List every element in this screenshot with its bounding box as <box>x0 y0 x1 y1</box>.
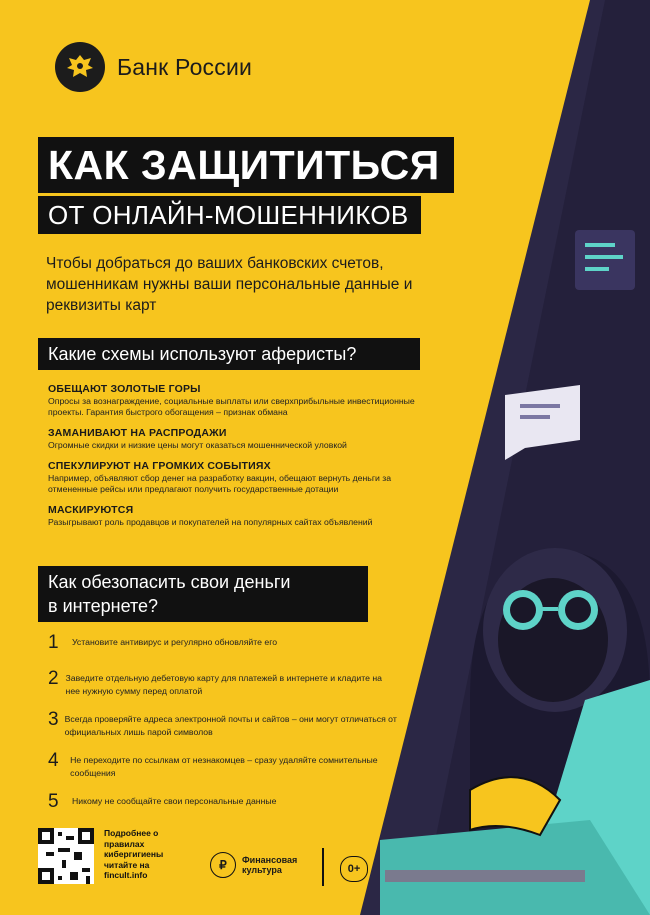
step-number: 4 <box>48 750 59 771</box>
scheme-title: МАСКИРУЮТСЯ <box>48 504 134 516</box>
scheme-title: ЗАМАНИВАЮТ НА РАСПРОДАЖИ <box>48 427 227 439</box>
step-text: Всегда проверяйте адреса электронной почты и сайтов – они могут отличаться от официальных лишь парой символов <box>64 714 397 737</box>
scheme-title: СПЕКУЛИРУЮТ НА ГРОМКИХ СОБЫТИЯХ <box>48 460 271 472</box>
scheme-item <box>48 504 428 528</box>
eagle-emblem-icon <box>55 42 105 92</box>
schemes-list <box>48 383 428 537</box>
scheme-text: Например, объявляют сбор денег на разработку вакцин, обещают вернуть деньги за отмененные рейсы или предлагают получить государственные дотации <box>48 473 392 494</box>
ruble-icon: ₽ <box>210 852 236 878</box>
qr-code[interactable] <box>38 828 94 884</box>
step-item <box>48 632 398 657</box>
step-item <box>48 791 398 816</box>
qr-code-icon <box>38 828 94 884</box>
scheme-text: Разыгрывают роль продавцов и покупателей на популярных сайтах объявлений <box>48 517 373 527</box>
step-item <box>48 709 398 739</box>
page-title: КАК ЗАЩИТИТЬСЯ <box>38 137 454 193</box>
lead-text: Чтобы добраться до ваших банковских счетов, мошенникам нужны ваши персональные данные и реквизиты карт <box>46 255 413 314</box>
fin-culture-text: Финансовая культура <box>242 855 298 875</box>
step-item <box>48 668 398 698</box>
schemes-heading: Какие схемы используют аферисты? <box>38 338 420 370</box>
more-info-text: Подробнее о правилах кибергигиены читайте на fincult.info <box>104 828 164 880</box>
step-text: Никому не сообщайте свои персональные данные <box>72 796 277 806</box>
scheme-item <box>48 427 428 451</box>
scheme-item <box>48 383 428 418</box>
scheme-title: ОБЕЩАЮТ ЗОЛОТЫЕ ГОРЫ <box>48 383 201 395</box>
scheme-text: Огромные скидки и низкие цены могут оказаться мошеннической уловкой <box>48 440 347 450</box>
scheme-text: Опросы за вознаграждение, социальные выплаты или сверхприбыльные инвестиционные проекты. Гарантия быстрого обогащения – признак обмана <box>48 396 415 417</box>
fin-culture-logo <box>210 852 302 878</box>
step-text: Заведите отдельную дебетовую карту для платежей в интернете и кладите на нее нужную сумму перед оплатой <box>65 673 382 696</box>
step-number: 3 <box>48 709 59 730</box>
bank-name: Банк России <box>117 53 253 80</box>
code-window-icon <box>575 230 635 290</box>
step-text: Установите антивирус и регулярно обновляйте его <box>72 637 278 647</box>
step-text: Не переходите по ссылкам от незнакомцев – сразу удаляйте сомнительные сообщения <box>70 755 378 778</box>
step-number: 1 <box>48 632 59 653</box>
footer-divider <box>322 848 324 886</box>
safety-heading <box>38 566 368 622</box>
step-item <box>48 750 398 780</box>
safety-steps <box>48 632 398 827</box>
scheme-item <box>48 460 428 495</box>
bank-logo <box>55 42 252 92</box>
step-number: 2 <box>48 668 59 689</box>
safety-heading-line1: Как обезопасить свои деньги <box>48 572 291 592</box>
step-number: 5 <box>48 791 59 812</box>
eagle-icon <box>63 50 97 84</box>
age-rating-badge: 0+ <box>340 856 368 882</box>
page-subtitle: ОТ ОНЛАЙН-МОШЕННИКОВ <box>38 196 421 234</box>
safety-heading-line2: в интернете? <box>48 596 159 616</box>
